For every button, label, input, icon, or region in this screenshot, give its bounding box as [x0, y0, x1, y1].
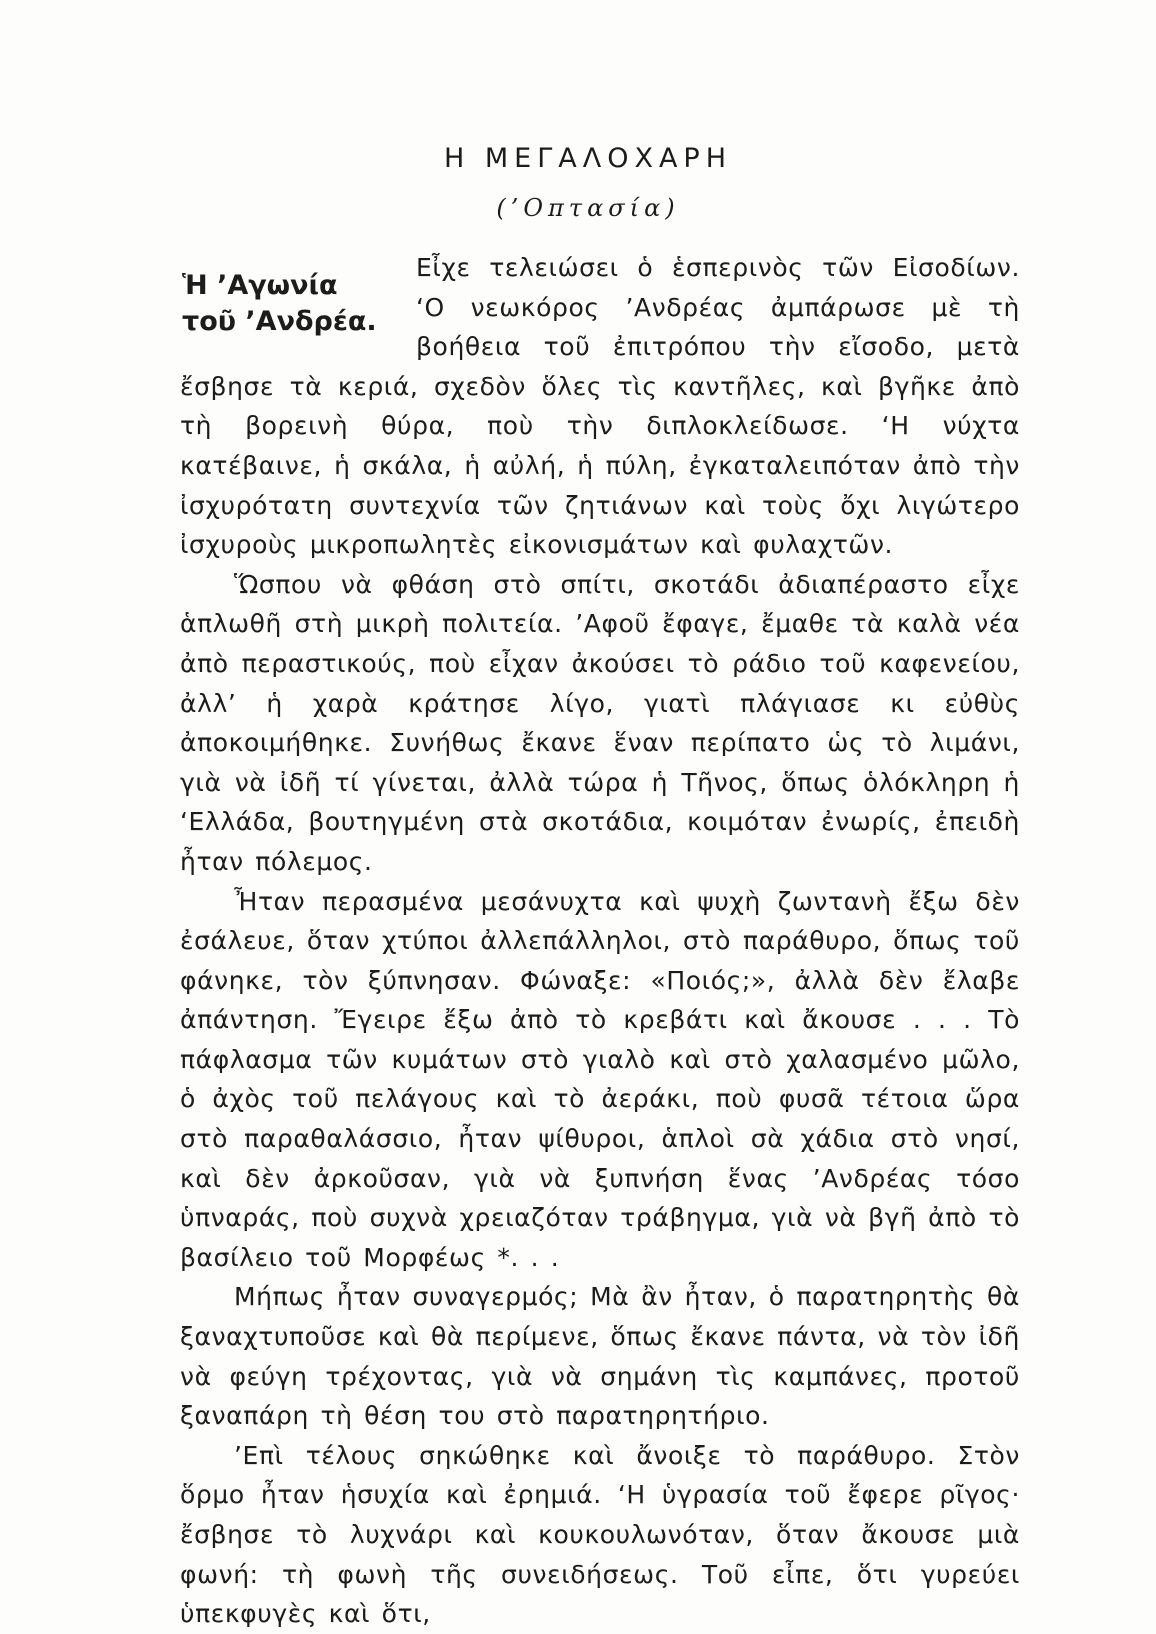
chapter-title: Η ΜΕΓΑΛΟΧΑΡΗ [443, 143, 733, 174]
paragraph: Μήπως ἦταν συναγερμός; Μὰ ἂν ἦταν, ὁ παρατηρητὴς θὰ ξαναχτυποῦσε καὶ θὰ περίμενε, ὅπως ἔκανε πάντα, νὰ τὸν ἰδῆ νὰ φεύγη τρέχοντας, γιὰ νὰ σημάνη τὶς καμπάνες, προτοῦ ξαναπάρη τὴ θέση του στὸ παρατηρητήριο. [180, 1282, 1020, 1431]
paragraph: ’Επὶ τέλους σηκώθηκε καὶ ἄνοιξε τὸ παράθυρο. Στὸν ὅρμο ἦταν ἡσυχία καὶ ἐρημιά. ‘Η ὑγρασία τοῦ ἔφερε ρῖγος· ἔσβησε τὸ λυχνάρι καὶ κουκουλωνόταν, ὅταν ἄκουσε μιὰ φωνή: τὴ φωνὴ τῆς συνειδήσεως. Τοῦ εἶπε, ὅτι γυρεύει ὑπεκφυγὲς καὶ ὅτι, [180, 1440, 1020, 1629]
body-text [180, 248, 1020, 1634]
chapter-subtitle: (’Οπτασία) [496, 194, 680, 222]
paragraph: Εἶχε τελειώσει ὁ ἑσπερινὸς τῶν Εἰσοδίων. ‘Ο νεωκόρος ’Ανδρέας ἀμπάρωσε μὲ τὴ βοήθεια τοῦ ἐπιτρόπου τὴν εἴσοδο, μετὰ ἔσβησε τὰ κεριά, σχεδὸν ὅλες τὶς καντῆλες, καὶ βγῆκε ἀπὸ τὴ βορεινὴ θύρα, ποὺ τὴν διπλοκλείδωσε. ‘Η νύχτα κατέβαινε, ἡ σκάλα, ἡ αὐλή, ἡ πύλη, ἐγκαταλειπόταν ἀπὸ τὴν ἰσχυρότατη συντεχνία τῶν ζητιάνων καὶ τοὺς ὄχι λιγώτερο ἰσχυροὺς μικροπωλητὲς εἰκονισμάτων καὶ φυλαχτῶν. [180, 253, 1020, 560]
margin-note-spacer [180, 248, 416, 364]
margin-note-line: Ἡ ’Αγωνία [182, 270, 338, 301]
paragraph: Ὥσπου νὰ φθάση στὸ σπίτι, σκοτάδι ἀδιαπέραστο εἶχε ἁπλωθῆ στὴ μικρὴ πολιτεία. ’Αφοῦ ἔφαγε, ἔμαθε τὰ καλὰ νέα ἀπὸ περαστικούς, ποὺ εἶχαν ἀκούσει τὸ ράδιο τοῦ καφενείου, ἀλλ’ ἡ χαρὰ κράτησε λίγο, γιατὶ πλάγιασε κι εὐθὺς ἀποκοιμήθηκε. Συνήθως ἔκανε ἕναν περίπατο ὡς τὸ λιμάνι, γιὰ νὰ ἰδῆ τί γίνεται, ἀλλὰ τώρα ἡ Τῆνος, ὅπως ὁλόκληρη ἡ ‘Ελλάδα, βουτηγμένη στὰ σκοτάδια, κοιμόταν ἐνωρίς, ἐπειδὴ ἦταν πόλεμος. [180, 569, 1020, 876]
paragraph: Ἦταν περασμένα μεσάνυχτα καὶ ψυχὴ ζωντανὴ ἔξω δὲν ἐσάλευε, ὅταν χτύποι ἀλλεπάλληλοι, στὸ παράθυρο, ὅπως τοῦ φάνηκε, τὸν ξύπνησαν. Φώναξε: «Ποιός;», ἀλλὰ δὲν ἔλαβε ἀπάντηση. Ἔγειρε ἔξω ἀπὸ τὸ κρεβάτι καὶ ἄκουσε . . . Τὸ πάφλασμα τῶν κυμάτων στὸ γιαλὸ καὶ στὸ χαλασμένο μῶλο, ὁ ἀχὸς τοῦ πελάγους καὶ τὸ ἀεράκι, ποὺ φυσᾶ τέτοια ὥρα στὸ παραθαλάσσιο, ἦταν ψίθυροι, ἁπλοὶ σὰ χάδια στὸ νησί, καὶ δὲν ἀρκοῦσαν, γιὰ νὰ ξυπνήση ἕνας ’Ανδρέας τόσο ὑπναράς, ποὺ συχνὰ χρειαζόταν τράβηγμα, γιὰ νὰ βγῆ ἀπὸ τὸ βασίλειο τοῦ Μορφέως *. . . [180, 886, 1020, 1272]
margin-note-line: τοῦ ’Ανδρέα. [182, 306, 377, 337]
